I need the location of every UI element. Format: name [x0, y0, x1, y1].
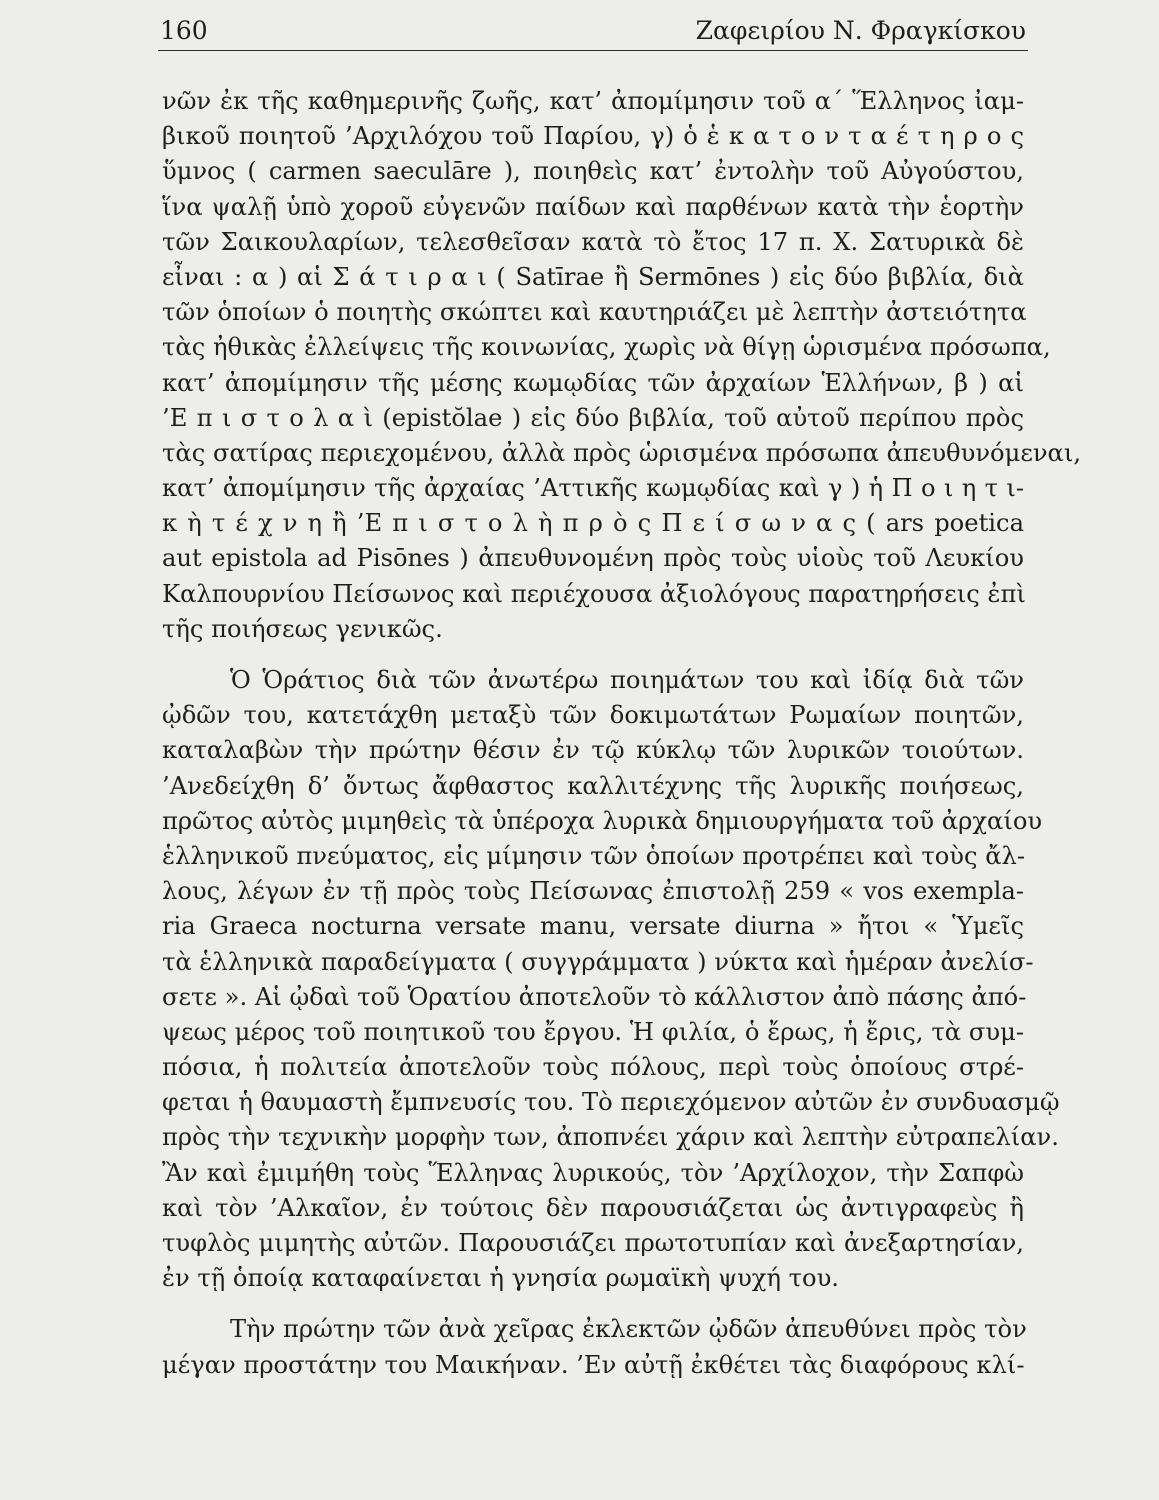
- paragraph: [162, 663, 1060, 1296]
- text-line: καὶ τὸν ’Αλκαῖον, ἐν τούτοις δὲν παρουσιάζεται ὡς ἀντιγραφεὺς ἢ: [162, 1193, 1024, 1222]
- running-head-author: Ζαφειρίου Ν. Φραγκίσκου: [695, 16, 1026, 45]
- text-line: βικοῦ ποιητοῦ ’Αρχιλόχου τοῦ Παρίου, γ) ὁ ἑ κ α τ ο ν τ α έ τ η ρ ο ς: [162, 122, 1024, 151]
- text-line: ἵνα ψαλῇ ὑπὸ χοροῦ εὐγενῶν παίδων καὶ παρθένων κατὰ τὴν ἑορτὴν: [162, 192, 1024, 221]
- text-line: ria Graeca nocturna versate manu, versate diurna » ἤτοι « Ὑμεῖς: [162, 912, 1024, 941]
- text-line: κατ’ ἀπομίμησιν τῆς ἀρχαίας ’Αττικῆς κωμῳδίας καὶ γ ) ἡ Π ο ι η τ ι-: [162, 474, 1024, 503]
- text-line: κ ὴ τ έ χ ν η ἢ ’Ε π ι σ τ ο λ ὴ π ρ ὸ ς Π ε ί σ ω ν α ς ( ars poetica: [162, 509, 1024, 538]
- text-line: λους, λέγων ἐν τῇ πρὸς τοὺς Πείσωνας ἐπιστολῇ 259 « vos exempla-: [162, 877, 1024, 906]
- text-line: μέγαν προστάτην του Μαικήναν. ’Εν αὐτῇ ἐκθέτει τὰς διαφόρους κλί-: [162, 1350, 1025, 1379]
- text-line: ᾠδῶν του, κατετάχθη μεταξὺ τῶν δοκιμωτάτων Ρωμαίων ποιητῶν,: [162, 701, 1024, 730]
- text-line: Τὴν πρώτην τῶν ἀνὰ χεῖρας ἐκλεκτῶν ᾠδῶν ἀπευθύνει πρὸς τὸν: [230, 1315, 1027, 1344]
- text-line: ὕμνος ( carmen saeculāre ), ποιηθεὶς κατ’ ἐντολὴν τοῦ Αὐγούστου,: [162, 157, 1024, 186]
- text-line: Ὁ Ὁράτιος διὰ τῶν ἀνωτέρω ποιημάτων του καὶ ἰδίᾳ διὰ τῶν: [230, 666, 1024, 694]
- text-line: ἑλληνικοῦ πνεύματος, εἰς μίμησιν τῶν ὁποίων προτρέπει καὶ τοὺς ἄλ-: [162, 841, 1026, 870]
- text-line: πόσια, ἡ πολιτεία ἀποτελοῦν τοὺς πόλους, περὶ τοὺς ὁποίους στρέ-: [162, 1053, 1024, 1082]
- text-line: φεται ἡ θαυμαστὴ ἔμπνευσίς του. Τὸ περιεχόμενον αὐτῶν ἐν συνδυασμῷ: [162, 1088, 1060, 1117]
- text-line: τῶν Σαικουλαρίων, τελεσθεῖσαν κατὰ τὸ ἔτος 17 π. Χ. Σατυρικὰ δὲ: [162, 227, 1024, 256]
- paragraph: [162, 84, 1082, 647]
- page-body: [162, 84, 1082, 1383]
- text-line: σετε ». Αἱ ᾠδαὶ τοῦ Ὁρατίου ἀποτελοῦν τὸ κάλλιστον ἀπὸ πάσης ἀπό-: [162, 982, 1027, 1011]
- text-line: ’Ανεδείχθη δ’ ὄντως ἄφθαστος καλλιτέχνης τῆς λυρικῆς ποιήσεως,: [162, 771, 1024, 800]
- paragraph-gap: [162, 1296, 1024, 1312]
- text-line: τῶν ὁποίων ὁ ποιητὴς σκώπτει καὶ καυτηριάζει μὲ λεπτὴν ἀστειότητα: [162, 298, 1027, 327]
- text-line: κατ’ ἀπομίμησιν τῆς μέσης κωμῳδίας τῶν ἀρχαίων Ἑλλήνων, β ) αἱ: [162, 368, 1024, 397]
- text-line: τυφλὸς μιμητὴς αὐτῶν. Παρουσιάζει πρωτοτυπίαν καὶ ἀνεξαρτησίαν,: [162, 1229, 1024, 1257]
- text-line: πρὸς τὴν τεχνικὴν μορφὴν των, ἀποπνέει χάριν καὶ λεπτὴν εὐτραπελίαν.: [162, 1123, 1059, 1152]
- paragraph: [162, 1312, 1027, 1382]
- text-line: νῶν ἐκ τῆς καθημερινῆς ζωῆς, κατ’ ἀπομίμησιν τοῦ α΄ Ἕλληνος ἰαμ-: [162, 87, 1024, 115]
- text-line: aut epistola ad Pisōnes ) ἀπευθυνομένη πρὸς τοὺς υἱοὺς τοῦ Λευκίου: [162, 544, 1024, 573]
- text-line: τὰς ἠθικὰς ἐλλείψεις τῆς κοινωνίας, χωρὶς νὰ θίγῃ ὡρισμένα πρόσωπα,: [162, 333, 1051, 362]
- text-line: εἶναι : α ) αἱ Σ ά τ ι ρ α ι ( Satīrae ἢ Sermōnes ) εἰς δύο βιβλία, διὰ: [162, 262, 1024, 291]
- text-line: καταλαβὼν τὴν πρώτην θέσιν ἐν τῷ κύκλῳ τῶν λυρικῶν τοιούτων.: [162, 736, 1024, 765]
- page-header: [160, 14, 1026, 48]
- text-line: τῆς ποιήσεως γενικῶς.: [162, 614, 443, 643]
- text-line: ἐν τῇ ὁποίᾳ καταφαίνεται ἡ γνησία ρωμαϊκὴ ψυχή του.: [162, 1264, 839, 1293]
- paragraph-gap: [162, 647, 1024, 663]
- text-line: Ἂν καὶ ἐμιμήθη τοὺς Ἕλληνας λυρικούς, τὸν ’Αρχίλοχον, τὴν Σαπφὼ: [162, 1158, 1024, 1187]
- text-line: ’Ε π ι σ τ ο λ α ὶ (epistŏlae ) εἰς δύο βιβλία, τοῦ αὐτοῦ περίπου πρὸς: [162, 403, 1024, 432]
- text-line: τὰ ἑλληνικὰ παραδείγματα ( συγγράμματα ) νύκτα καὶ ἡμέραν ἀνελίσ-: [162, 947, 1034, 976]
- text-line: τὰς σατίρας περιεχομένου, ἀλλὰ πρὸς ὡρισμένα πρόσωπα ἀπευθυνόμεναι,: [162, 438, 1082, 467]
- text-line: πρῶτος αὐτὸς μιμηθεὶς τὰ ὑπέροχα λυρικὰ δημιουργήματα τοῦ ἀρχαίου: [162, 806, 1043, 835]
- page-number: 160: [160, 16, 208, 45]
- text-line: Καλπουρνίου Πείσωνος καὶ περιέχουσα ἀξιολόγους παρατηρήσεις ἐπὶ: [162, 579, 1026, 608]
- text-line: ψεως μέρος τοῦ ποιητικοῦ του ἔργου. Ἡ φιλία, ὁ ἔρως, ἡ ἔρις, τὰ συμ-: [162, 1017, 1024, 1046]
- header-rule: [158, 50, 1028, 51]
